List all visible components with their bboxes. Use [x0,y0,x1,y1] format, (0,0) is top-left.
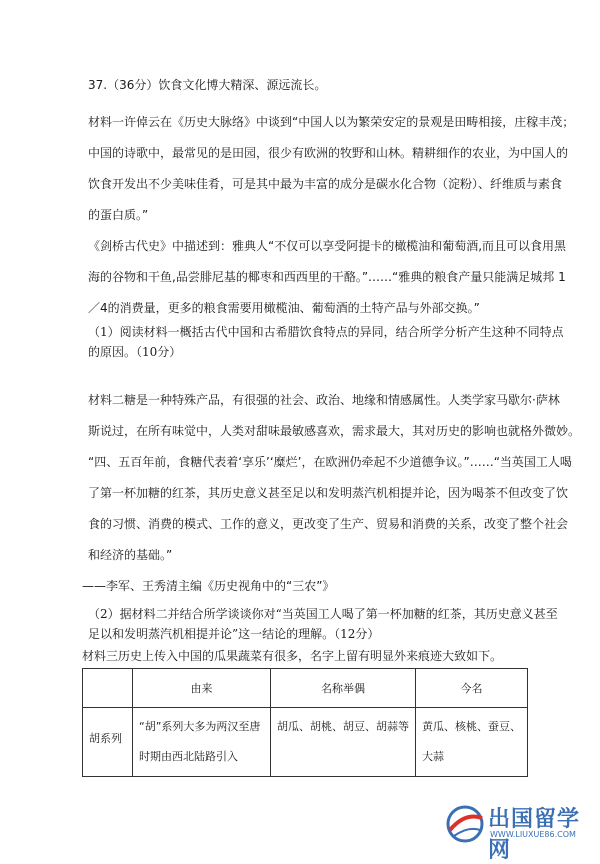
material-one-line: 的蛋白质。” [88,208,149,222]
material-one-line: 饮食开发出不少美味佳肴，可是其中最为丰富的成分是碳水化合物（淀粉）、纤维质与素食 [88,177,563,191]
question-two-line: 足以和发明蒸汽机相提并论”这一结论的理解。（12分） [88,627,380,641]
material-two-source: ——李军、王秀清主编《历史视角中的“三农”》 [82,579,335,593]
material-two-line: 食的习惯、消费的模式、工作的意义，更改变了生产、贸易和消费的关系，改变了整个社会 [88,517,569,531]
question-one-line: 的原因。（10分） [88,345,182,359]
table-row [83,708,528,777]
table-header-cell: 今名 [416,669,528,708]
material-one-line: ／4的消费量，更多的粮食需要用橄榄油、葡萄酒的土特产品与外部交换。” [88,301,480,315]
table-cell-line: 时期由西北陆路引入 [139,750,239,763]
table-row-label [83,708,133,777]
question-heading [88,70,528,101]
site-watermark [444,802,594,863]
material-two-line: 和经济的基础。” [88,548,173,562]
material-one-line: 海的谷物和干鱼,品尝腓尼基的椰枣和西西里的干酪。”……“雅典的粮食产量只能满足城邦 1 [88,270,566,284]
material-one-line: 材料一许倬云在《历史大脉络》中谈到“中国人以为繁荣安定的景观是田畴相接，庄稼丰茂； [88,115,575,129]
watermark-text: 出国留学网 [488,807,581,863]
question-one [88,322,564,362]
material-one [88,107,575,324]
table-cell-line: 胡瓜、胡桃、胡豆、胡蒜等 [276,720,409,733]
material-three-intro-text: 材料三历史上传入中国的瓜果蔬菜有很多，名字上留有明显外来痕迹大致如下。 [82,649,503,663]
table-cell-examples [270,708,415,777]
material-two-line: “四、五百年前，食糖代表着‘享乐’‘糜烂’，在欧洲仍牵起不少道德争议。”……“当英国工人喝 [88,455,572,469]
material-two-line: 了第一杯加糖的红茶，其历史意义甚至足以和发明蒸汽机相提并论，因为喝茶不但改变了饮 [88,486,569,500]
table-header-cell: 名称举偶 [270,669,415,708]
table-header-row [83,669,528,708]
table-header-cell [83,669,133,708]
table-cell-origin [133,708,271,777]
watermark-url: WWW.LIUXUE86.COM [490,830,576,839]
table-cell-line: 大蒜 [422,750,444,763]
material-two [82,385,581,602]
question-two [88,604,558,644]
table-cell-modern [416,708,528,777]
question-heading-text: 37.（36分）饮食文化博大精深、源远流长。 [88,78,327,92]
table-cell-line: “胡”系列大多为两汉至唐 [139,720,261,733]
table-cell-line: 黄瓜、核桃、蚕豆、 [422,720,521,733]
question-one-line: （1）阅读材料一概括古代中国和古希腊饮食特点的异同，结合所学分析产生这种不同特点 [88,325,564,339]
material-two-line: 材料二糖是一种特殊产品，有很强的社会、政治、地缘和情感属性。人类学家马歇尔·萨林 [88,393,560,407]
table-header-cell: 由来 [133,669,271,708]
material-two-line: 斯说过，在所有味觉中，人类对甜味最敏感喜欢，需求最大，其对历史的影响也就格外微妙。 [88,424,581,438]
table-row-label-text: 胡系列 [89,732,122,745]
question-two-line: （2）据材料二并结合所学谈谈你对“当英国工人喝了第一杯加糖的红茶，其历史意义甚至 [88,607,558,621]
material-one-line: 中国的诗歌中，最常见的是田园，很少有欧洲的牧野和山林。精耕细作的农业，为中国人的 [88,146,569,160]
foreign-produce-table [82,668,528,777]
material-one-line: 《剑桥古代史》中描述到：雅典人“不仅可以享受阿提卡的橄榄油和葡萄酒,而且可以食用黑 [88,239,567,253]
globe-logo-icon [444,804,486,844]
material-three-intro [82,646,522,666]
